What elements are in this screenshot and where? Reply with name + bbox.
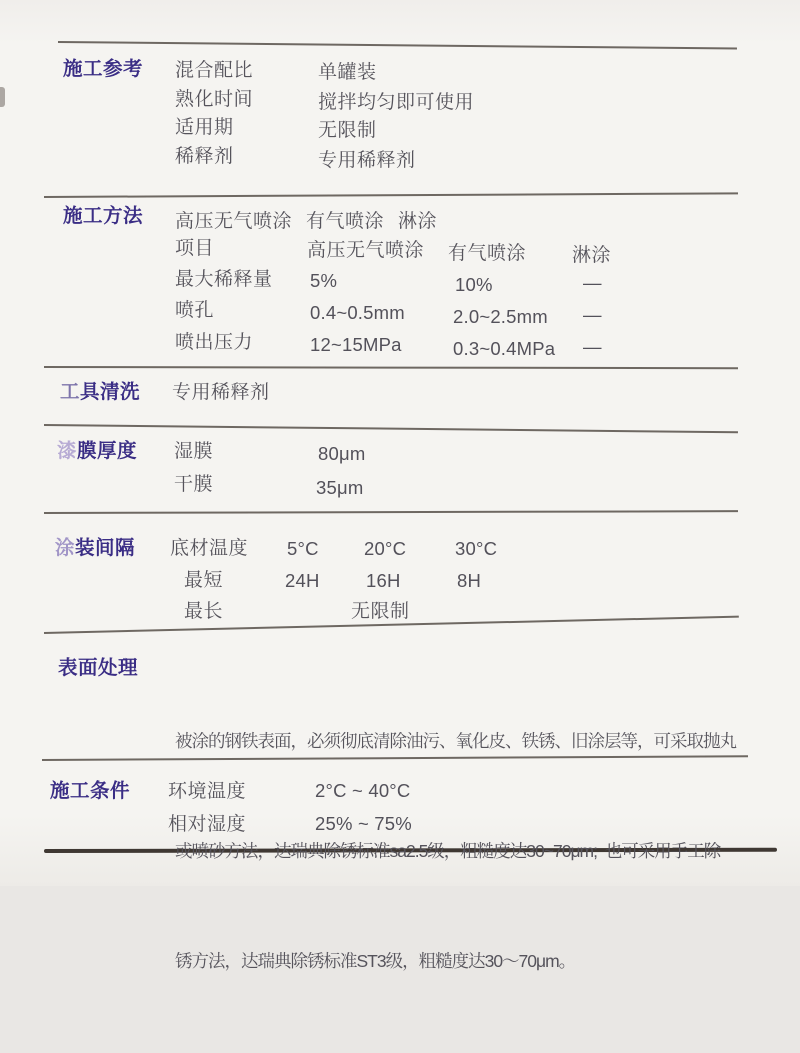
method-table-cell: 喷孔 <box>175 300 215 321</box>
section-label-film-thickness: 漆膜厚度 <box>57 440 138 462</box>
method-table-cell: — <box>583 336 602 357</box>
section-label-construction-method: 施工方法 <box>63 205 144 227</box>
method-table-header: 项目 <box>175 238 215 259</box>
scan-smudge <box>0 87 5 107</box>
row-label: 干膜 <box>174 474 214 495</box>
method-table-cell: 10% <box>455 274 493 295</box>
interval-value: 无限制 <box>351 601 410 622</box>
method-table-cell: 5% <box>310 270 338 291</box>
row-value: 80μm <box>318 443 366 464</box>
interval-row-label: 最长 <box>184 601 224 622</box>
row-value: 25% ~ 75% <box>315 813 412 834</box>
method-table-header: 高压无气喷涂 <box>307 240 425 261</box>
section-label-construction-reference: 施工参考 <box>63 58 144 80</box>
surface-treatment-paragraph <box>175 650 736 1053</box>
rule-top <box>58 41 737 49</box>
row-value: 单罐装 <box>318 62 377 83</box>
row-value: 无限制 <box>318 120 377 141</box>
method-item: 高压无气喷涂 <box>175 211 293 232</box>
method-table-cell: — <box>583 272 602 293</box>
method-table-header: 有气喷涂 <box>448 243 527 264</box>
method-table-cell: 2.0~2.5mm <box>453 306 548 327</box>
interval-value: 8H <box>457 570 482 591</box>
section-label-surface-treatment: 表面处理 <box>58 657 139 679</box>
row-label: 混合配比 <box>175 60 254 81</box>
row-label: 适用期 <box>175 117 234 138</box>
row-label: 稀释剂 <box>175 146 234 167</box>
interval-row-label: 最短 <box>184 570 224 591</box>
row-value: 专用稀释剂 <box>172 382 270 403</box>
row-value: 专用稀释剂 <box>318 150 416 171</box>
paragraph-line: 或喷砂方法，达瑞典除锈标准sa2.5级，粗糙度达30~70μm; 也可采用手工除 <box>175 840 721 861</box>
row-value: 35μm <box>316 477 364 498</box>
method-table-cell: 最大稀释量 <box>175 269 273 290</box>
row-value: 搅拌均匀即可使用 <box>318 92 475 113</box>
method-table-cell: — <box>583 304 602 325</box>
paragraph-line: 锈方法，达瑞典除锈标准ST3级，粗糙度达30～70μm。 <box>175 950 576 971</box>
rule-after-method <box>44 366 738 369</box>
row-label: 相对湿度 <box>168 814 247 835</box>
method-table-cell: 0.3~0.4MPa <box>453 338 556 359</box>
method-item: 淋涂 <box>398 211 438 232</box>
rule-after-cleaning <box>44 424 738 433</box>
method-list <box>175 206 437 233</box>
section-label-coating-interval: 涂装间隔 <box>55 537 136 559</box>
interval-temp: 30°C <box>455 538 498 559</box>
method-table-cell: 0.4~0.5mm <box>310 302 405 323</box>
method-table-cell: 12~15MPa <box>310 334 402 355</box>
section-label-construction-conditions: 施工条件 <box>50 780 131 802</box>
row-label: 湿膜 <box>174 441 214 462</box>
method-item: 有气喷涂 <box>306 211 385 232</box>
interval-value: 24H <box>285 570 320 591</box>
rule-after-reference <box>44 192 738 197</box>
row-label: 环境温度 <box>168 781 247 802</box>
interval-row-label: 底材温度 <box>170 538 249 559</box>
row-value: 2°C ~ 40°C <box>315 780 411 801</box>
method-table-header: 淋涂 <box>572 245 612 266</box>
interval-temp: 5°C <box>287 538 319 559</box>
interval-value: 16H <box>366 570 401 591</box>
row-label: 熟化时间 <box>175 89 254 110</box>
method-table-cell: 喷出压力 <box>175 332 254 353</box>
paragraph-line: 被涂的钢铁表面，必须彻底清除油污、氧化皮、铁锈、旧涂层等，可采取抛丸 <box>175 731 736 752</box>
rule-after-thickness <box>44 510 738 513</box>
section-label-tool-cleaning: 工具清洗 <box>60 381 141 403</box>
interval-temp: 20°C <box>364 538 407 559</box>
